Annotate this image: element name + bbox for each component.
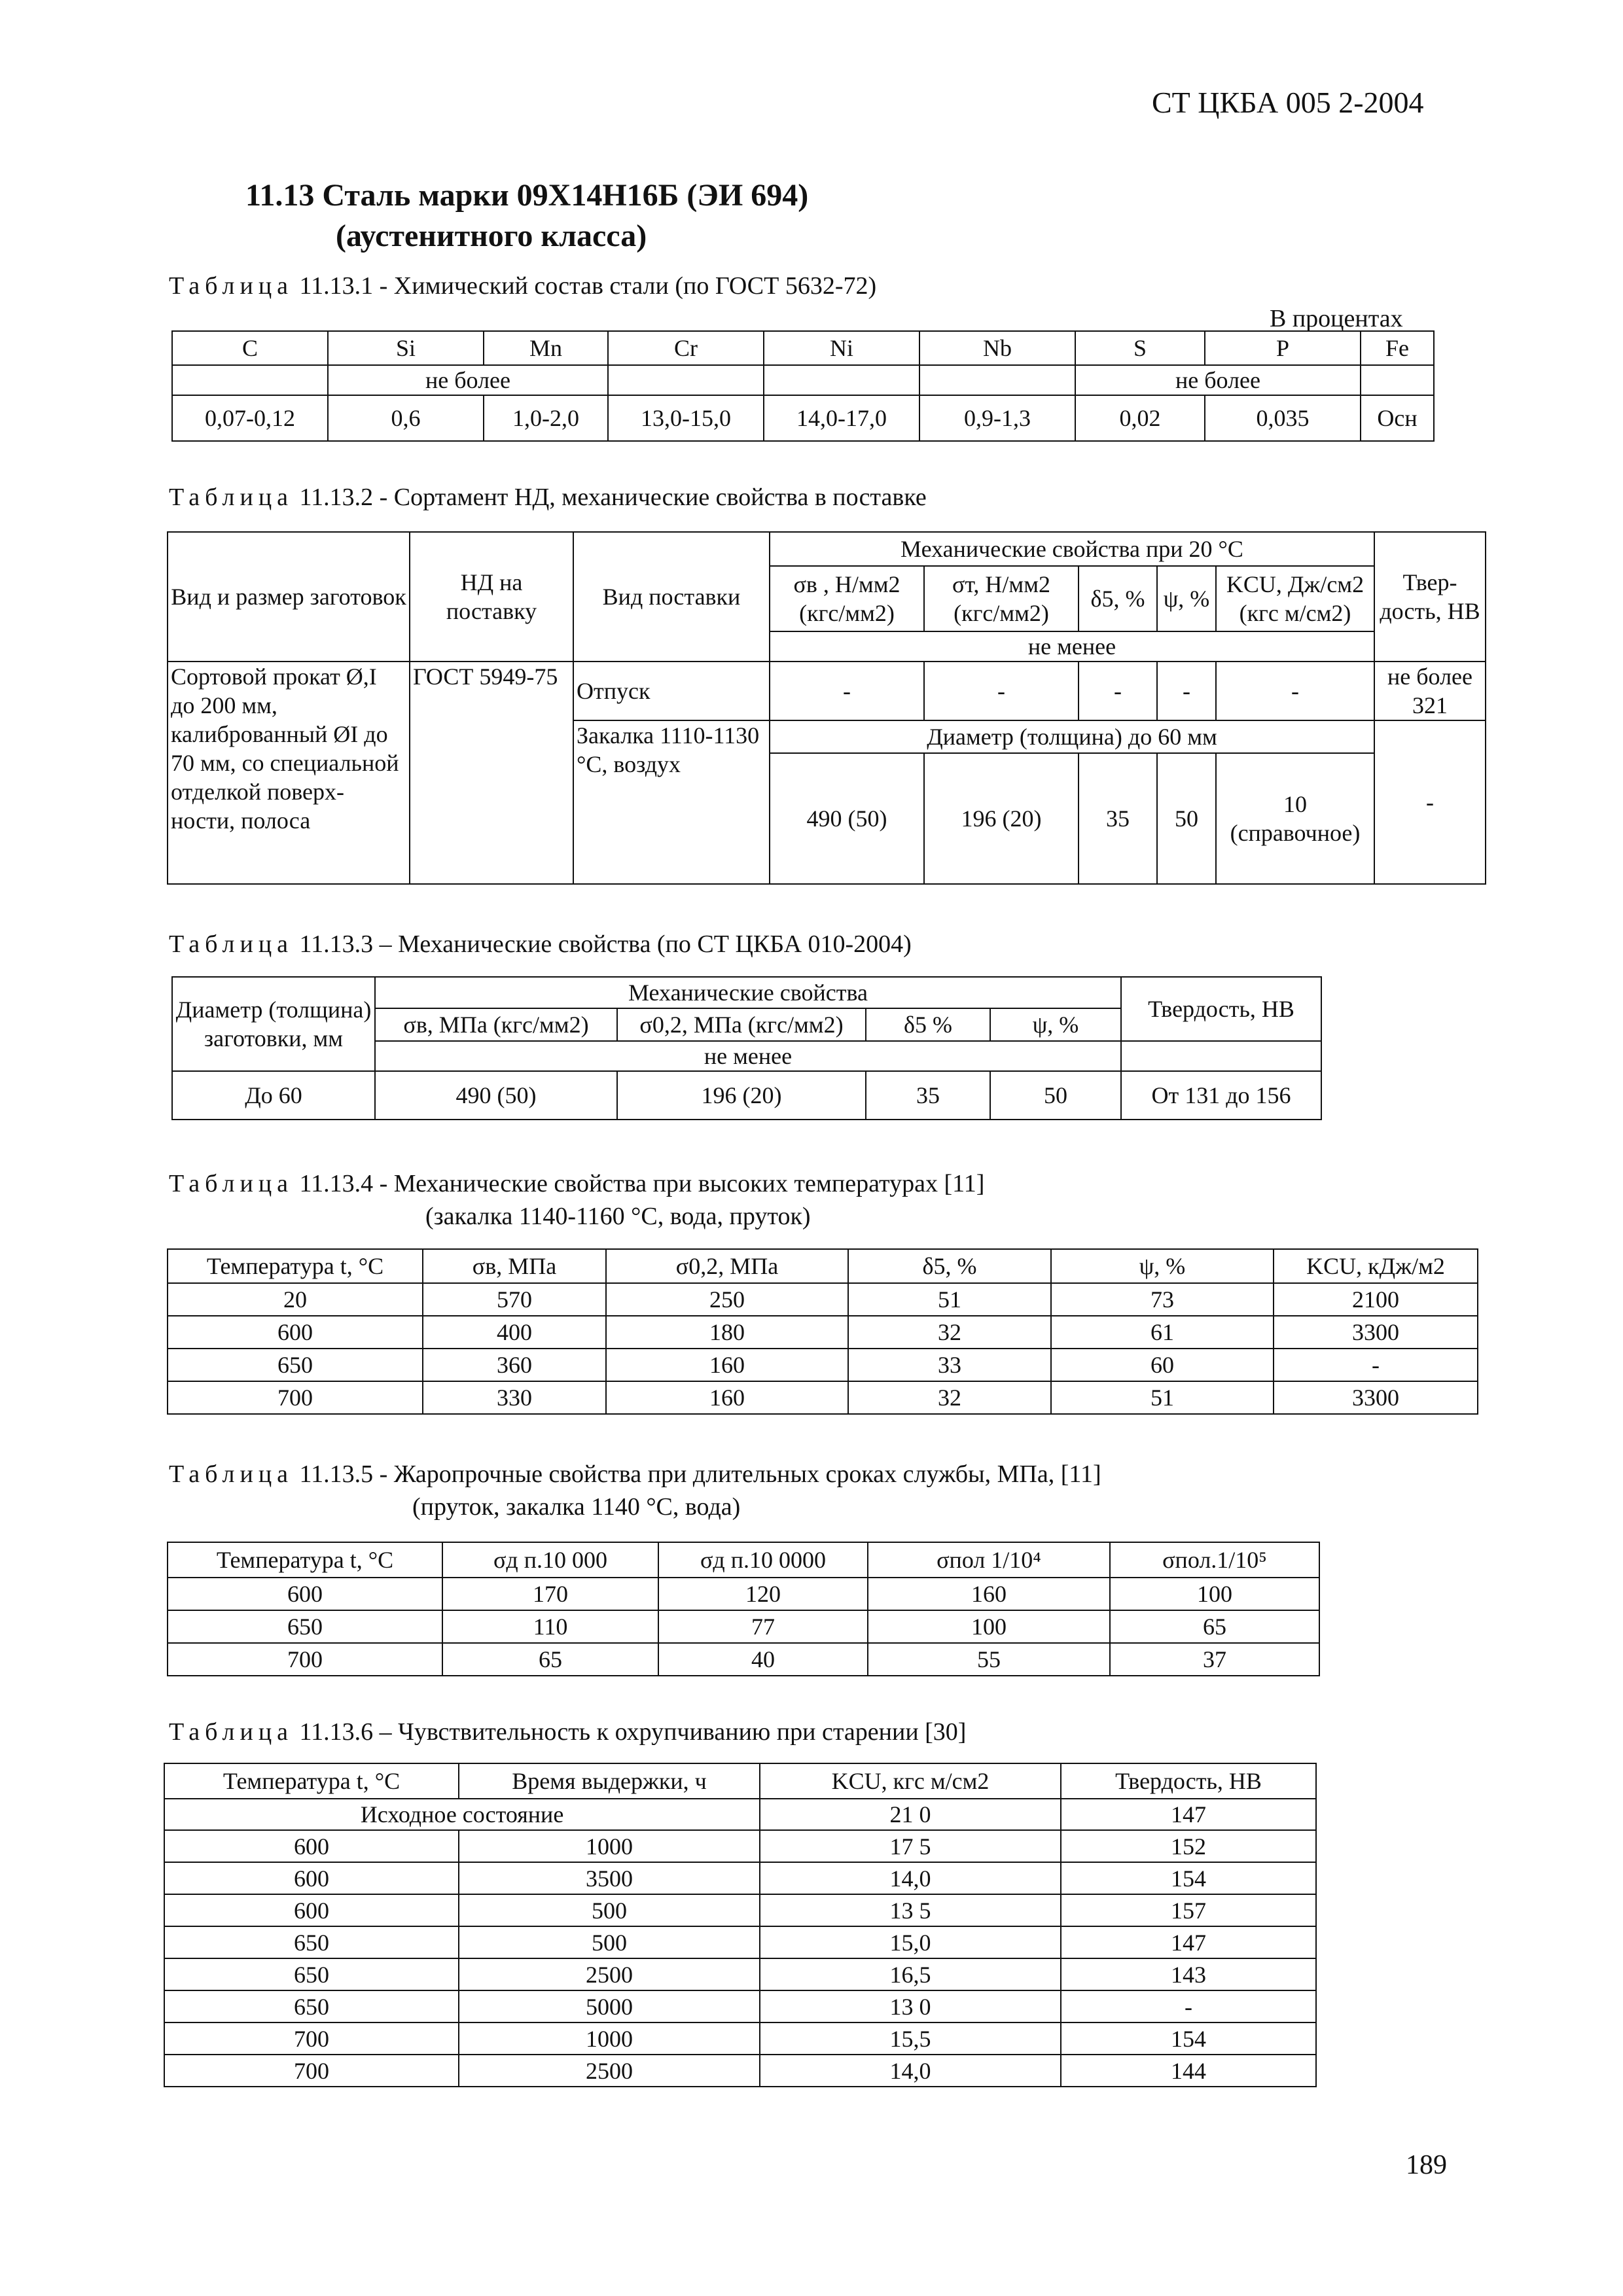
cell: 50: [990, 1071, 1121, 1120]
caption-word: Таблица: [169, 484, 294, 511]
caption-word: Таблица: [169, 1718, 294, 1746]
th-sigma-b: σв, МПа: [423, 1249, 606, 1283]
cell: -: [1274, 1349, 1478, 1381]
cell: 13,0-15,0: [608, 395, 764, 441]
th-delta5: δ5, %: [848, 1249, 1051, 1283]
cell: 40: [658, 1643, 868, 1676]
empty-cell: [764, 365, 919, 395]
th-sigma-pol-4: σпол 1/10⁴: [868, 1542, 1110, 1578]
cell: 13 5: [760, 1894, 1061, 1926]
cell: 143: [1061, 1958, 1316, 1990]
cell: 20: [168, 1283, 423, 1316]
cell: 100: [868, 1610, 1110, 1643]
table2-caption: [169, 481, 927, 514]
table-chemical-composition: [171, 330, 1435, 442]
th-cr: Cr: [608, 331, 764, 365]
cell: 2500: [459, 2055, 760, 2087]
cell: 15,0: [760, 1926, 1061, 1958]
th-mech-props: Механические свойства при 20 °С: [770, 532, 1374, 566]
cell: 650: [168, 1349, 423, 1381]
th-sigma-pol-5: σпол.1/10⁵: [1110, 1542, 1319, 1578]
cell: 5000: [459, 1990, 760, 2022]
section-title: [245, 175, 808, 256]
cell: не более 321: [1374, 662, 1486, 720]
cell: -: [1216, 662, 1374, 720]
cell: 650: [164, 1990, 459, 2022]
cell: 144: [1061, 2055, 1316, 2087]
table1-caption: [169, 270, 876, 302]
th-nb: Nb: [919, 331, 1075, 365]
caption-text: 11.13.5 - Жаропрочные свойства при длительных сроках службы, МПа, [11]: [293, 1460, 1101, 1488]
cell: 32: [848, 1316, 1051, 1349]
th-nd: НД на поставку: [410, 532, 573, 662]
cell: 0,9-1,3: [919, 395, 1075, 441]
cell: 570: [423, 1283, 606, 1316]
cell: 160: [606, 1349, 848, 1381]
cell: 600: [164, 1862, 459, 1894]
cell: 700: [168, 1381, 423, 1414]
th-p: P: [1205, 331, 1361, 365]
table5-caption-2: (пруток, закалка 1140 °С, вода): [412, 1493, 741, 1521]
cell: 490 (50): [770, 753, 924, 884]
blank-type-cell: Сортовой прокат Ø,I до 200 мм, калиброванный ØI до 70 мм, со специальной отделкой поверх-ности, полоса: [168, 662, 410, 884]
th-delivery: Вид поставки: [573, 532, 770, 662]
cell: 154: [1061, 2022, 1316, 2055]
cell: -: [1061, 1990, 1316, 2022]
cell: 35: [866, 1071, 990, 1120]
not-more-label: не более: [328, 365, 608, 395]
cell: 2500: [459, 1958, 760, 1990]
cell: 33: [848, 1349, 1051, 1381]
cell: 490 (50): [375, 1071, 617, 1120]
cell: 15,5: [760, 2022, 1061, 2055]
cell: 35: [1079, 753, 1157, 884]
table4-caption-2: (закалка 1140-1160 °С, вода, пруток): [425, 1203, 811, 1230]
caption-word: Таблица: [169, 1460, 294, 1488]
cell: 500: [459, 1926, 760, 1958]
th-delta5: δ5, %: [1079, 566, 1157, 631]
cell: -: [1157, 662, 1216, 720]
cell: 16,5: [760, 1958, 1061, 1990]
cell: 154: [1061, 1862, 1316, 1894]
cell: 32: [848, 1381, 1051, 1414]
th-temp: Температура t, °С: [164, 1763, 459, 1799]
nd-cell: ГОСТ 5949-75: [410, 662, 573, 884]
cell: До 60: [172, 1071, 375, 1120]
cell: 650: [168, 1610, 442, 1643]
cell: 360: [423, 1349, 606, 1381]
caption-text: 11.13.4 - Механические свойства при высоких температурах [11]: [293, 1170, 985, 1197]
th-mech: Механические свойства: [375, 977, 1121, 1008]
cell: 50: [1157, 753, 1216, 884]
section-title-line2: (аустенитного класса): [336, 219, 647, 253]
cell: 65: [1110, 1610, 1319, 1643]
th-sigma-dp-100000: σд п.10 0000: [658, 1542, 868, 1578]
cell: 55: [868, 1643, 1110, 1676]
cell: 73: [1051, 1283, 1274, 1316]
cell: 170: [442, 1578, 658, 1610]
th-kcu: KCU, кДж/м2: [1274, 1249, 1478, 1283]
th-sigma-02: σ0,2, МПа: [606, 1249, 848, 1283]
cell: 51: [1051, 1381, 1274, 1414]
delivery-tempering: Отпуск: [573, 662, 770, 720]
cell: 60: [1051, 1349, 1274, 1381]
th-ni: Ni: [764, 331, 919, 365]
th-sigma-b: σв, МПа (кгс/мм2): [375, 1008, 617, 1041]
caption-text: 11.13.1 - Химический состав стали (по ГОСТ 5632-72): [293, 272, 877, 300]
cell: 21 0: [760, 1799, 1061, 1830]
cell: 700: [164, 2055, 459, 2087]
cell: 100: [1110, 1578, 1319, 1610]
cell: 160: [606, 1381, 848, 1414]
th-hardness: Твердость, НВ: [1061, 1763, 1316, 1799]
th-kcu: KCU, кгс м/см2: [760, 1763, 1061, 1799]
caption-word: Таблица: [169, 1170, 294, 1197]
cell: 10 (справочное): [1216, 753, 1374, 884]
section-title-line1: 11.13 Сталь марки 09Х14Н16Б (ЭИ 694): [245, 178, 809, 213]
th-blank-type: Вид и размер заготовок: [168, 532, 410, 662]
th-delta5: δ5 %: [866, 1008, 990, 1041]
cell: 147: [1061, 1799, 1316, 1830]
delivery-quenching: Закалка 1110-1130 °С, воздух: [573, 720, 770, 884]
initial-state-label: Исходное состояние: [164, 1799, 760, 1830]
th-s: S: [1075, 331, 1205, 365]
caption-text: 11.13.3 – Механические свойства (по СТ ЦКБА 010-2004): [293, 930, 912, 958]
table-creep: [167, 1542, 1320, 1676]
th-sigma-b: σв , Н/мм2 (кгс/мм2): [770, 566, 924, 631]
cell: 120: [658, 1578, 868, 1610]
empty-cell: [608, 365, 764, 395]
caption-word: Таблица: [169, 272, 294, 300]
cell: 600: [164, 1894, 459, 1926]
cell: 110: [442, 1610, 658, 1643]
empty-cell: [1361, 365, 1434, 395]
cell: 0,07-0,12: [172, 395, 328, 441]
cell: 196 (20): [617, 1071, 866, 1120]
th-psi: ψ, %: [1157, 566, 1216, 631]
caption-text: 11.13.2 - Сортамент НД, механические свойства в поставке: [293, 484, 927, 511]
table5-caption: [169, 1458, 1101, 1491]
table-embrittlement: [164, 1763, 1317, 2087]
th-psi: ψ, %: [990, 1008, 1121, 1041]
cell: 330: [423, 1381, 606, 1414]
cell: 180: [606, 1316, 848, 1349]
cell: 14,0: [760, 2055, 1061, 2087]
cell: 14,0-17,0: [764, 395, 919, 441]
th-c: C: [172, 331, 328, 365]
table-mech-props: [171, 976, 1322, 1120]
cell: 3300: [1274, 1316, 1478, 1349]
table6-caption: [169, 1716, 966, 1748]
th-hold-time: Время выдержки, ч: [459, 1763, 760, 1799]
not-less-label: не менее: [770, 631, 1374, 662]
cell: 250: [606, 1283, 848, 1316]
th-kcu: KCU, Дж/см2 (кгс м/см2): [1216, 566, 1374, 631]
cell: 500: [459, 1894, 760, 1926]
empty-cell: [919, 365, 1075, 395]
page-number: 189: [1406, 2150, 1447, 2180]
cell: 152: [1061, 1830, 1316, 1862]
cell: -: [1079, 662, 1157, 720]
cell: 650: [164, 1958, 459, 1990]
cell: 600: [164, 1830, 459, 1862]
not-more-label: не более: [1075, 365, 1361, 395]
cell: От 131 до 156: [1121, 1071, 1321, 1120]
th-si: Si: [328, 331, 484, 365]
table-assortment: [167, 531, 1486, 885]
empty-cell: [172, 365, 328, 395]
cell: -: [1374, 720, 1486, 884]
th-sigma-02: σ0,2, МПа (кгс/мм2): [617, 1008, 866, 1041]
cell: 600: [168, 1316, 423, 1349]
cell: -: [770, 662, 924, 720]
diameter-note: Диаметр (толщина) до 60 мм: [770, 720, 1374, 753]
caption-word: Таблица: [169, 930, 294, 958]
th-hardness: Твердость, НВ: [1121, 977, 1321, 1041]
cell: 700: [168, 1643, 442, 1676]
cell: 37: [1110, 1643, 1319, 1676]
th-fe: Fe: [1361, 331, 1434, 365]
th-hardness: Твер-дость, НВ: [1374, 532, 1486, 662]
cell: 3300: [1274, 1381, 1478, 1414]
cell: 65: [442, 1643, 658, 1676]
table4-caption: [169, 1167, 984, 1200]
not-less-label: не менее: [375, 1041, 1121, 1071]
cell: 77: [658, 1610, 868, 1643]
cell: 17 5: [760, 1830, 1061, 1862]
cell: 51: [848, 1283, 1051, 1316]
th-temp: Температура t, °С: [168, 1542, 442, 1578]
cell: 0,6: [328, 395, 484, 441]
cell: 650: [164, 1926, 459, 1958]
cell: Осн: [1361, 395, 1434, 441]
cell: 0,02: [1075, 395, 1205, 441]
cell: 160: [868, 1578, 1110, 1610]
cell: 2100: [1274, 1283, 1478, 1316]
cell: 196 (20): [924, 753, 1079, 884]
doc-header: СТ ЦКБА 005 2-2004: [1152, 86, 1424, 119]
table1-units: В процентах: [1270, 305, 1403, 332]
cell: 700: [164, 2022, 459, 2055]
cell: -: [924, 662, 1079, 720]
th-diameter: Диаметр (толщина) заготовки, мм: [172, 977, 375, 1071]
th-psi: ψ, %: [1051, 1249, 1274, 1283]
table-high-temp: [167, 1248, 1478, 1415]
th-sigma-t: σт, Н/мм2 (кгс/мм2): [924, 566, 1079, 631]
cell: 147: [1061, 1926, 1316, 1958]
cell: 14,0: [760, 1862, 1061, 1894]
cell: 400: [423, 1316, 606, 1349]
cell: 1000: [459, 2022, 760, 2055]
caption-text: 11.13.6 – Чувствительность к охрупчиванию при старении [30]: [293, 1718, 967, 1746]
cell: 157: [1061, 1894, 1316, 1926]
table3-caption: [169, 928, 912, 961]
th-sigma-dp-10000: σд п.10 000: [442, 1542, 658, 1578]
cell: 0,035: [1205, 395, 1361, 441]
cell: 1000: [459, 1830, 760, 1862]
cell: 600: [168, 1578, 442, 1610]
th-temp: Температура t, °С: [168, 1249, 423, 1283]
th-mn: Mn: [484, 331, 608, 365]
cell: 1,0-2,0: [484, 395, 608, 441]
cell: 61: [1051, 1316, 1274, 1349]
cell: 13 0: [760, 1990, 1061, 2022]
cell: 3500: [459, 1862, 760, 1894]
empty-cell: [1121, 1041, 1321, 1071]
